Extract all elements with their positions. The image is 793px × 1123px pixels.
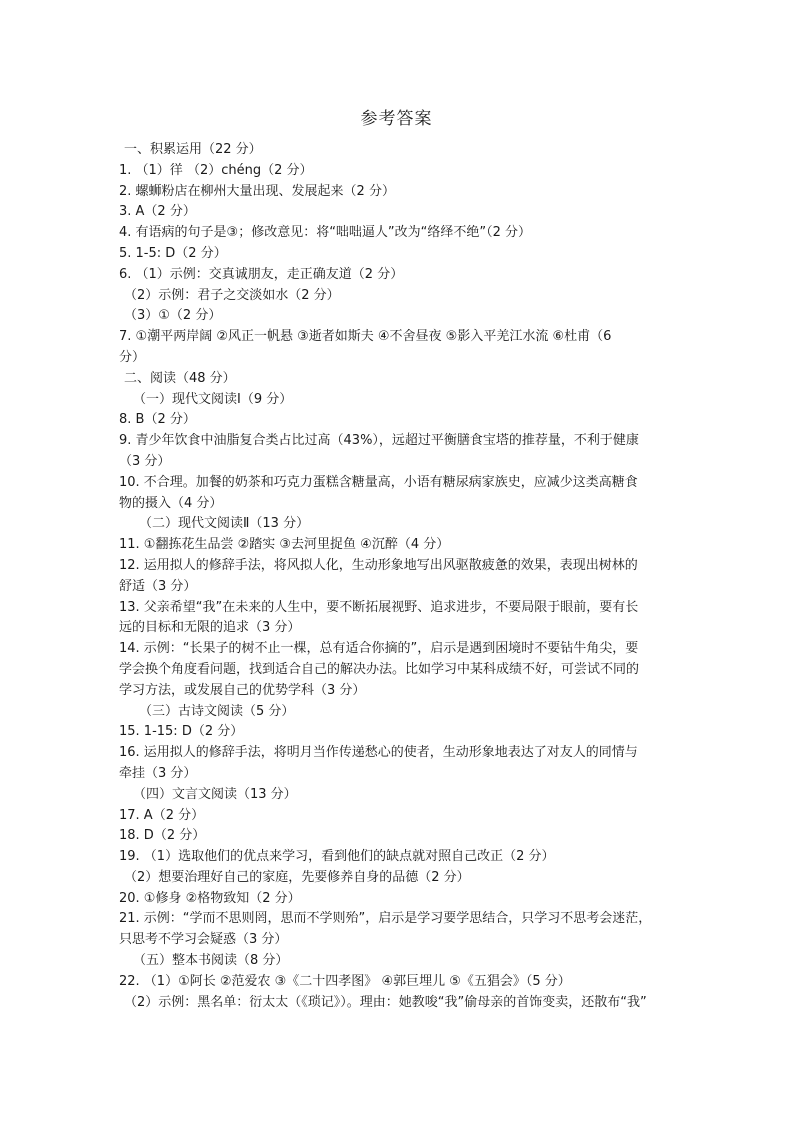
answer-line: （2）想要治理好自己的家庭，先要修养自身的品德（2 分） <box>124 869 470 885</box>
answer-line: （二）现代文阅读Ⅱ（13 分） <box>139 516 310 532</box>
answer-line: 17. A（2 分） <box>119 807 205 823</box>
answer-line: 20. ①修身 ②格物致知（2 分） <box>119 890 301 906</box>
answer-line: 18. D（2 分） <box>119 828 206 844</box>
answer-line: 12. 运用拟人的修辞手法，将风拟人化，生动形象地写出风驱散疲惫的效果，表现出树林的 <box>119 557 638 573</box>
page-title: 参考答案 <box>360 109 433 129</box>
answer-line: 2. 螺蛳粉店在柳州大量出现、发展起来（2 分） <box>119 183 395 199</box>
answer-line: 14. 示例：“长果子的树不止一棵，总有适合你摘的”，启示是遇到困境时不要钻牛角尖，要 <box>119 641 639 657</box>
answer-line: 物的摄入（4 分） <box>119 495 223 511</box>
answer-line: 舒适（3 分） <box>119 578 197 594</box>
answer-line: （2）示例：君子之交淡如水（2 分） <box>124 287 340 303</box>
answer-line: 13. 父亲希望“我”在未来的人生中，要不断拓展视野、追求进步，不要局限于眼前，要有长 <box>119 599 639 615</box>
answer-line: 学习方法，或发展自己的优势学科（3 分） <box>119 682 366 698</box>
answer-line: 二、阅读（48 分） <box>124 370 236 386</box>
answer-line: 8. B（2 分） <box>119 412 196 428</box>
answer-line: 10. 不合理。加餐的奶茶和巧克力蛋糕含糖量高，小语有糖尿病家族史，应减少这类高糖食 <box>119 474 638 490</box>
answer-line: 1. （1）徉 （2）chéng（2 分） <box>119 162 313 178</box>
answer-line: 牵挂（3 分） <box>119 765 197 781</box>
answer-line: （一）现代文阅读Ⅰ（9 分） <box>133 391 293 407</box>
answer-line: （五）整本书阅读（8 分） <box>133 953 289 969</box>
answer-line: 远的目标和无限的追求（3 分） <box>119 620 301 636</box>
answer-line: 5. 1-5: D（2 分） <box>119 245 227 261</box>
answer-line: 3. A（2 分） <box>119 204 196 220</box>
answer-line: 只思考不学习会疑惑（3 分） <box>119 932 288 948</box>
answer-line: 4. 有语病的句子是③；修改意见：将“咄咄逼人”改为“络绎不绝”（2 分） <box>119 225 532 241</box>
answer-line: 16. 运用拟人的修辞手法，将明月当作传递愁心的使者，生动形象地表达了对友人的同情与 <box>119 745 638 761</box>
answer-line: （三）古诗文阅读（5 分） <box>139 703 295 719</box>
answer-line: 19. （1）选取他们的优点来学习，看到他们的缺点就对照自己改正（2 分） <box>119 849 555 865</box>
answer-line: 7. ①潮平两岸阔 ②风正一帆悬 ③逝者如斯夫 ④不舍昼夜 ⑤影入平羌江水流 ⑥杜甫（6 <box>119 329 612 345</box>
answer-line: （3）①（2 分） <box>124 308 222 324</box>
answer-line: （四）文言文阅读（13 分） <box>133 786 297 802</box>
answer-line: 9. 青少年饮食中油脂复合类占比过高（43%），远超过平衡膳食宝塔的推荐量，不利于健康 <box>119 433 639 449</box>
answer-line: 分） <box>119 349 146 365</box>
answer-line: （2）示例：黑名单：衍太太（《琐记》）。理由：她教唆“我”偷母亲的首饰变卖，还散布“我” <box>124 994 647 1010</box>
answer-line: （3 分） <box>119 453 171 469</box>
answer-line: 15. 1-15: D（2 分） <box>119 724 244 740</box>
answer-line: 22. （1）①阿长 ②范爱农 ③《二十四孝图》 ④郭巨埋儿 ⑤《五猖会》（5 分） <box>119 973 571 989</box>
answer-line: 6. （1）示例：交真诚朋友，走正确友道（2 分） <box>119 266 404 282</box>
answer-line: 学会换个角度看问题，找到适合自己的解决办法。比如学习中某科成绩不好，可尝试不同的 <box>119 661 640 677</box>
answer-content <box>119 140 684 1013</box>
answer-line: 21. 示例：“学而不思则罔，思而不学则殆”，启示是学习要学思结合，只学习不思考会迷茫， <box>119 911 652 927</box>
answer-line: 一、积累运用（22 分） <box>124 142 262 157</box>
answer-line: 11. ①翻拣花生品尝 ②踏实 ③去河里捉鱼 ④沉醉（4 分） <box>119 537 450 553</box>
